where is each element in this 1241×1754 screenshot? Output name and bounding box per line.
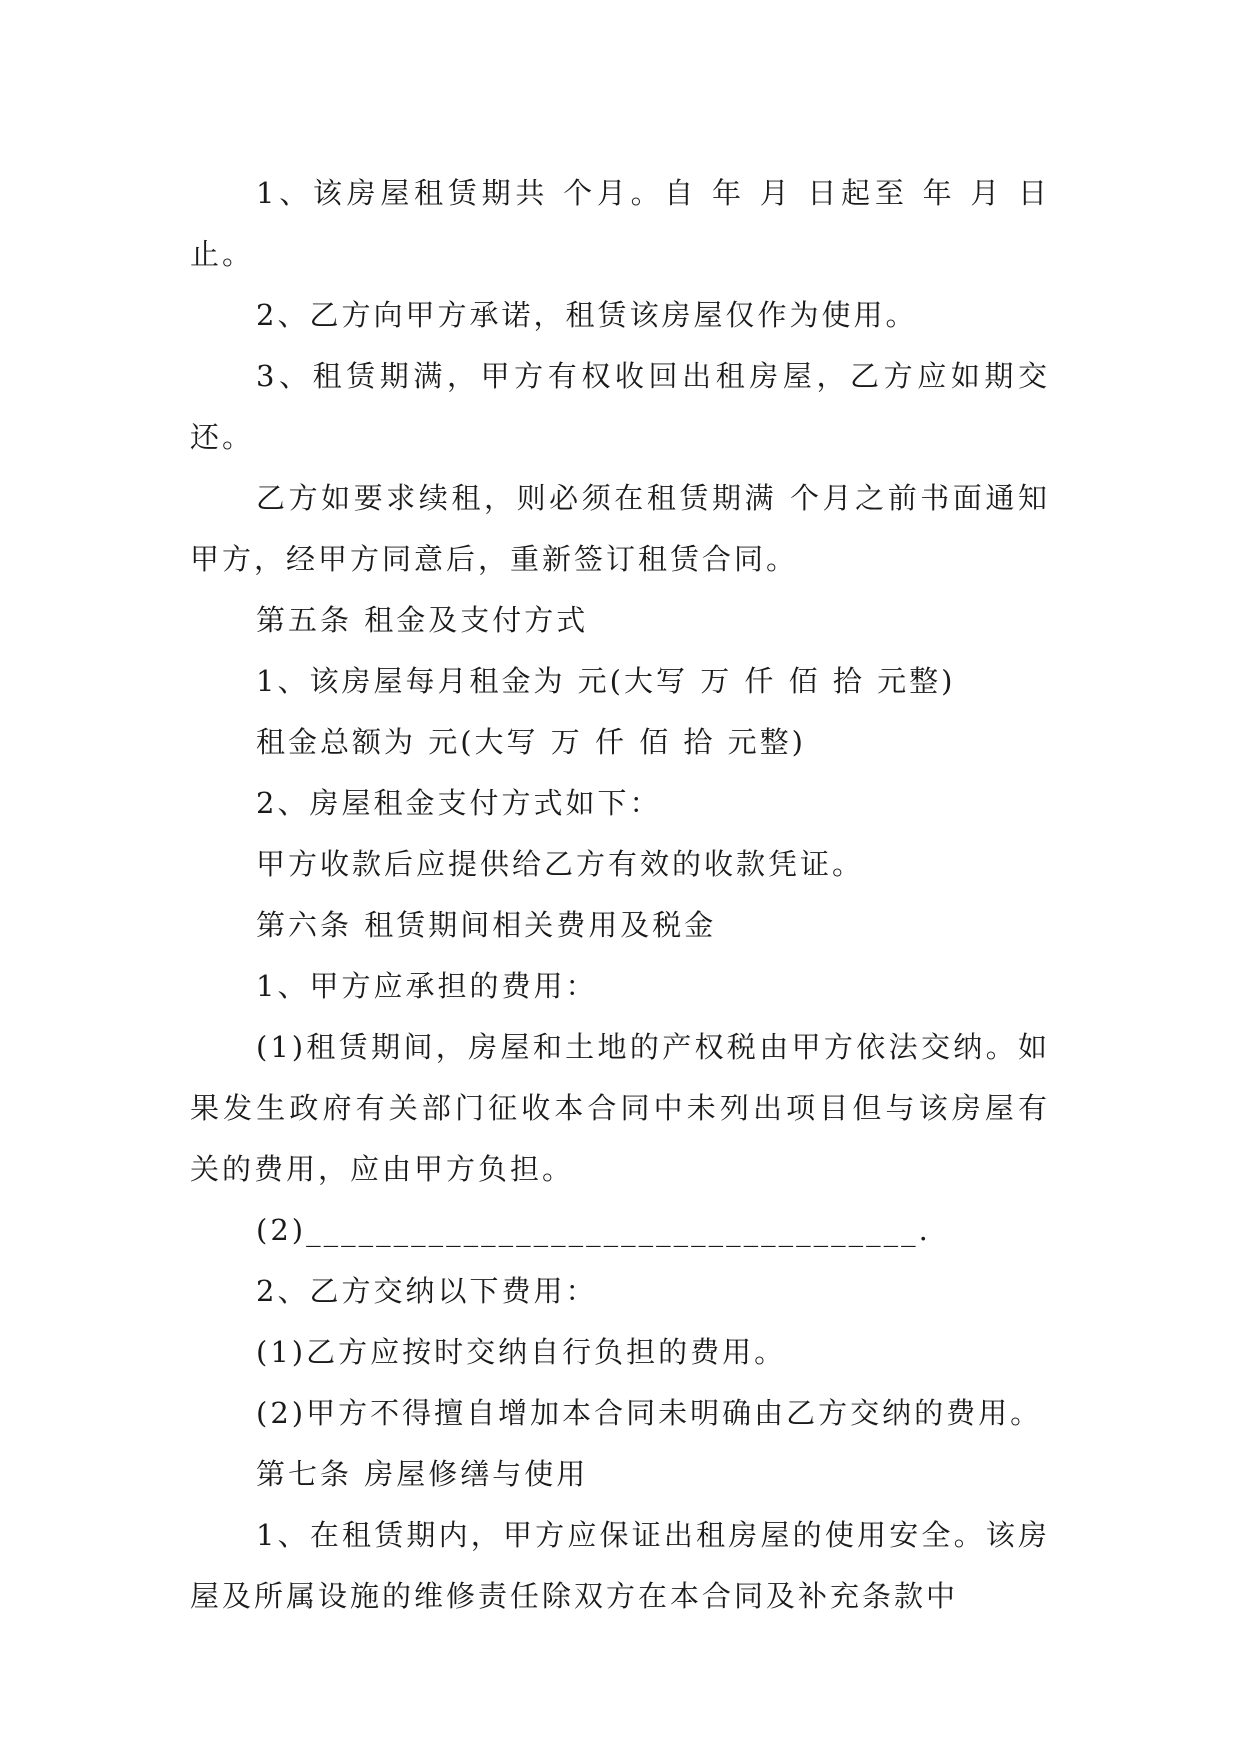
section-heading-article-5: 第五条 租金及支付方式 [256,603,589,637]
clause-party-a-fees: 1、甲方应承担的费用： [256,969,598,1003]
clause-safety-repairs: 1、在租赁期内，甲方应保证出租房屋的使用安全。该房屋及所属设施的维修责任除双方在本合同及补充条款中 [190,1518,1050,1613]
clause-no-extra-fees: (2)甲方不得擅自增加本合同未明确由乙方交纳的费用。 [256,1396,1043,1430]
clause-party-b-timely-payment: (1)乙方应按时交纳自行负担的费用。 [256,1335,787,1369]
clause-usage-promise: 2、乙方向甲方承诺，租赁该房屋仅作为使用。 [256,298,918,332]
clause-receipt: 甲方收款后应提供给乙方有效的收款凭证。 [256,847,865,881]
clause-property-tax: (1)租赁期间，房屋和土地的产权税由甲方依法交纳。如果发生政府有关部门征收本合同中未列出项目但与该房屋有关的费用，应由甲方负担。 [190,1030,1050,1186]
section-heading-article-7: 第七条 房屋修缮与使用 [256,1457,589,1491]
clause-return-on-expiry: 3、租赁期满，甲方有权收回出租房屋，乙方应如期交还。 [190,359,1050,454]
section-heading-article-6: 第六条 租赁期间相关费用及税金 [256,908,717,942]
document-body [190,163,1050,1627]
clause-total-rent: 租金总额为 元(大写 万 仟 佰 拾 元整) [256,725,806,759]
clause-monthly-rent: 1、该房屋每月租金为 元(大写 万 仟 佰 拾 元整) [256,664,956,698]
clause-lease-term: 1、该房屋租赁期共 个月。自 年 月 日起至 年 月 日止。 [190,176,1050,271]
clause-renewal: 乙方如要求续租，则必须在租赁期满 个月之前书面通知甲方，经甲方同意后，重新签订租赁合同。 [190,481,1050,576]
clause-payment-method: 2、房屋租金支付方式如下： [256,786,662,820]
clause-blank-fill: (2)___________________________________. [256,1213,931,1247]
clause-party-b-fees: 2、乙方交纳以下费用： [256,1274,598,1308]
